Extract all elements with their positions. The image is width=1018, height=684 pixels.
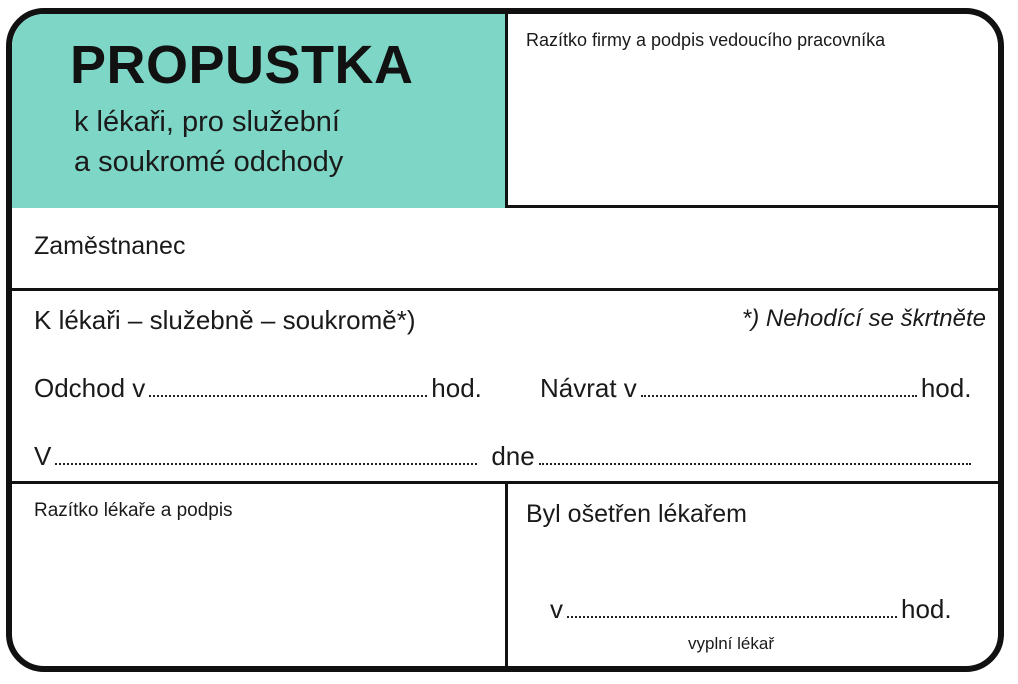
header-row bbox=[12, 14, 998, 208]
departure-time-field[interactable] bbox=[149, 375, 427, 397]
reason-options: K lékaři – služebně – soukromě*) bbox=[34, 305, 416, 335]
treated-time-field[interactable] bbox=[567, 596, 897, 618]
pass-form bbox=[6, 8, 1004, 672]
place-date-line bbox=[34, 441, 975, 472]
return-line bbox=[540, 373, 971, 404]
reason-row bbox=[12, 291, 998, 484]
place-field[interactable] bbox=[55, 443, 477, 465]
filled-by-note: vyplní lékař bbox=[688, 634, 774, 653]
company-stamp-label: Razítko firmy a podpis vedoucího pracovníka bbox=[526, 30, 886, 50]
title-box bbox=[12, 14, 508, 208]
date-field[interactable] bbox=[539, 443, 971, 465]
subtitle-line-2: a soukromé odchody bbox=[74, 146, 344, 178]
subtitle-line-1: k lékaři, pro služební bbox=[74, 106, 340, 138]
departure-prefix: Odchod v bbox=[34, 373, 146, 403]
return-time-field[interactable] bbox=[641, 375, 917, 397]
departure-suffix: hod. bbox=[431, 373, 482, 403]
form-title: PROPUSTKA bbox=[70, 35, 414, 95]
employee-row bbox=[12, 208, 998, 291]
footnote: *) Nehodící se škrtněte bbox=[741, 305, 986, 332]
doctor-row bbox=[12, 484, 998, 672]
treated-label: Byl ošetřen lékařem bbox=[526, 500, 747, 528]
return-suffix: hod. bbox=[920, 373, 972, 403]
departure-line bbox=[34, 373, 482, 404]
date-prefix: dne bbox=[491, 441, 535, 471]
doctor-stamp-box bbox=[12, 484, 508, 672]
doctor-stamp-label: Razítko lékaře a podpis bbox=[34, 500, 233, 521]
return-prefix: Návrat v bbox=[540, 373, 637, 403]
employee-label: Zaměstnanec bbox=[34, 232, 186, 260]
treated-time-suffix: hod. bbox=[901, 594, 952, 624]
treated-time-line bbox=[550, 594, 952, 625]
treated-time-prefix: v bbox=[550, 594, 563, 624]
form-subtitle bbox=[74, 102, 343, 182]
place-prefix: V bbox=[34, 441, 52, 471]
